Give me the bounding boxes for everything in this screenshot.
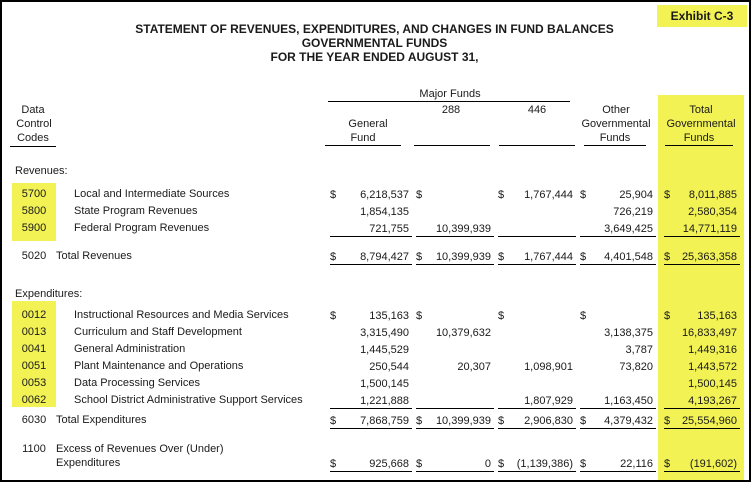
- amount-other-funds: 73,820: [619, 361, 653, 373]
- data-control-code: 5020: [21, 250, 47, 262]
- fund-446-header-rule: [499, 145, 575, 146]
- fund-446-header: 446: [527, 104, 547, 116]
- amount-total-funds: 4,193,267: [664, 393, 740, 409]
- major-funds-header: Major Funds: [419, 88, 481, 100]
- data-control-code: 6030: [21, 414, 47, 426]
- amount-other-funds: 726,219: [613, 206, 653, 218]
- account-label: Total Revenues: [56, 250, 132, 262]
- total-funds-header-rule: [665, 145, 733, 146]
- total-funds-header-line1: Total: [689, 104, 713, 116]
- amount-fund-446: $ 1,767,444: [498, 189, 573, 201]
- table-row: [2, 222, 751, 238]
- amount-fund-288: 10,379,632: [435, 327, 491, 339]
- account-label: State Program Revenues: [74, 205, 198, 217]
- data-control-code: 0062: [21, 394, 47, 406]
- table-row: [2, 377, 751, 393]
- amount-total-funds: 1,500,145: [688, 378, 737, 390]
- data-control-code: 5800: [21, 205, 47, 217]
- table-row: [2, 309, 751, 325]
- amount-other-funds: 1,163,450: [580, 393, 656, 409]
- amount-general-fund: $ 7,868,759: [330, 413, 412, 429]
- data-control-code: 1100: [22, 443, 46, 455]
- amount-general-fund: $ 8,794,427: [330, 249, 412, 265]
- codes-header-line2: Control: [16, 118, 52, 130]
- major-funds-rule: [328, 101, 570, 102]
- table-row: [2, 360, 751, 376]
- amount-fund-288: [416, 393, 494, 409]
- codes-header-rule: [10, 146, 56, 147]
- fund-288-header-rule: [414, 145, 490, 146]
- codes-header-line3: Codes: [17, 132, 49, 144]
- amount-other-funds: 3,649,425: [580, 221, 656, 237]
- amount-general-fund: 1,500,145: [360, 378, 409, 390]
- account-label: Expenditures: [56, 457, 121, 469]
- account-label: General Administration: [74, 343, 186, 355]
- amount-other-funds: 3,138,375: [604, 327, 653, 339]
- data-control-code: 0013: [21, 326, 47, 338]
- account-label: Federal Program Revenues: [74, 222, 210, 234]
- amount-total-funds: 1,443,572: [688, 361, 737, 373]
- amount-total-funds: $ 25,363,358: [664, 249, 740, 265]
- amount-general-fund: 1,445,529: [360, 344, 409, 356]
- table-row: [2, 394, 751, 410]
- amount-fund-446: 1,807,929: [498, 393, 576, 409]
- other-funds-header-line2: Governmental: [581, 118, 651, 130]
- amount-fund-288: $ 10,399,939: [416, 249, 494, 265]
- general-fund-header-rule: [325, 145, 401, 146]
- amount-other-funds: $ 22,116: [580, 456, 656, 472]
- account-label: Data Processing Services: [74, 377, 200, 389]
- amount-fund-288: $: [416, 310, 423, 322]
- codes-header-line1: Data: [21, 104, 45, 116]
- table-row: [2, 188, 751, 204]
- amount-total-funds: $ 25,554,960: [664, 413, 740, 429]
- other-funds-header-line1: Other: [602, 104, 630, 116]
- table-row: [2, 205, 751, 221]
- amount-total-funds: 16,833,497: [681, 327, 737, 339]
- page-title-line3: FOR THE YEAR ENDED AUGUST 31,: [270, 50, 479, 64]
- amount-fund-446: $ 1,767,444: [498, 249, 576, 265]
- account-label: School District Administrative Support Services: [74, 394, 303, 406]
- page-title-line2: GOVERNMENTAL FUNDS: [301, 36, 448, 50]
- revenues-section-label: Revenues:: [15, 165, 68, 177]
- other-funds-header-line3: Funds: [599, 132, 631, 144]
- amount-general-fund: $ 925,668: [330, 456, 412, 472]
- account-label: Local and Intermediate Sources: [74, 188, 230, 200]
- amount-fund-288: $ 10,399,939: [416, 413, 494, 429]
- amount-other-funds: $ 4,379,432: [580, 413, 656, 429]
- amount-general-fund: $ 135,163: [330, 310, 409, 322]
- data-control-code: 0012: [21, 309, 47, 321]
- amount-total-funds: 2,580,354: [688, 206, 737, 218]
- table-row-total-revenues: [2, 250, 751, 266]
- table-row: [2, 343, 751, 359]
- amount-other-funds: $: [580, 310, 587, 322]
- amount-total-funds: 1,449,316: [688, 344, 737, 356]
- amount-fund-288: 10,399,939: [416, 221, 494, 237]
- amount-fund-446: [498, 221, 576, 237]
- amount-fund-446: $ (1,139,386): [498, 456, 576, 472]
- expenditures-section-label: Expenditures:: [15, 288, 83, 300]
- data-control-code: 0053: [21, 377, 47, 389]
- amount-other-funds: 3,787: [625, 344, 653, 356]
- data-control-code: 0041: [21, 343, 47, 355]
- general-fund-header-line2: Fund: [350, 132, 376, 144]
- amount-total-funds: $ 135,163: [664, 310, 737, 322]
- amount-fund-288: 20,307: [457, 361, 491, 373]
- amount-fund-446: $ 2,906,830: [498, 413, 576, 429]
- amount-fund-288: $: [416, 189, 423, 201]
- page-title-line1: STATEMENT OF REVENUES, EXPENDITURES, AND CHANGES IN FUND BALANCES: [135, 22, 614, 36]
- data-control-code: 5700: [21, 188, 47, 200]
- account-label: Plant Maintenance and Operations: [74, 360, 244, 372]
- account-label: Instructional Resources and Media Services: [74, 309, 289, 321]
- amount-fund-446: $: [498, 310, 505, 322]
- amount-general-fund: 250,544: [369, 361, 409, 373]
- amount-other-funds: $ 4,401,548: [580, 249, 656, 265]
- amount-fund-288: $ 0: [416, 456, 494, 472]
- amount-general-fund: 721,755: [330, 221, 412, 237]
- amount-other-funds: $ 25,904: [580, 189, 653, 201]
- total-funds-header-line3: Funds: [683, 132, 715, 144]
- amount-general-fund: 3,315,490: [360, 327, 409, 339]
- table-row: [2, 326, 751, 342]
- amount-general-fund: $ 6,218,537: [330, 189, 409, 201]
- other-funds-header-rule: [584, 145, 646, 146]
- amount-general-fund: 1,854,135: [360, 206, 409, 218]
- data-control-code: 5900: [21, 222, 47, 234]
- data-control-code: 0051: [21, 360, 47, 372]
- table-row-excess-line2: [2, 457, 751, 473]
- account-label: Excess of Revenues Over (Under): [56, 443, 224, 455]
- amount-total-funds: $ 8,011,885: [664, 189, 737, 201]
- amount-total-funds: 14,771,119: [664, 221, 740, 237]
- account-label: Curriculum and Staff Development: [74, 326, 242, 338]
- account-label: Total Expenditures: [56, 414, 147, 426]
- exhibit-badge: Exhibit C-3: [657, 5, 747, 27]
- amount-general-fund: 1,221,888: [330, 393, 412, 409]
- total-funds-header-line2: Governmental: [666, 118, 736, 130]
- general-fund-header-line1: General: [348, 118, 388, 130]
- fund-288-header: 288: [441, 104, 461, 116]
- table-row-total-expenditures: [2, 414, 751, 430]
- amount-fund-446: 1,098,901: [524, 361, 573, 373]
- amount-total-funds: $ (191,602): [664, 456, 740, 472]
